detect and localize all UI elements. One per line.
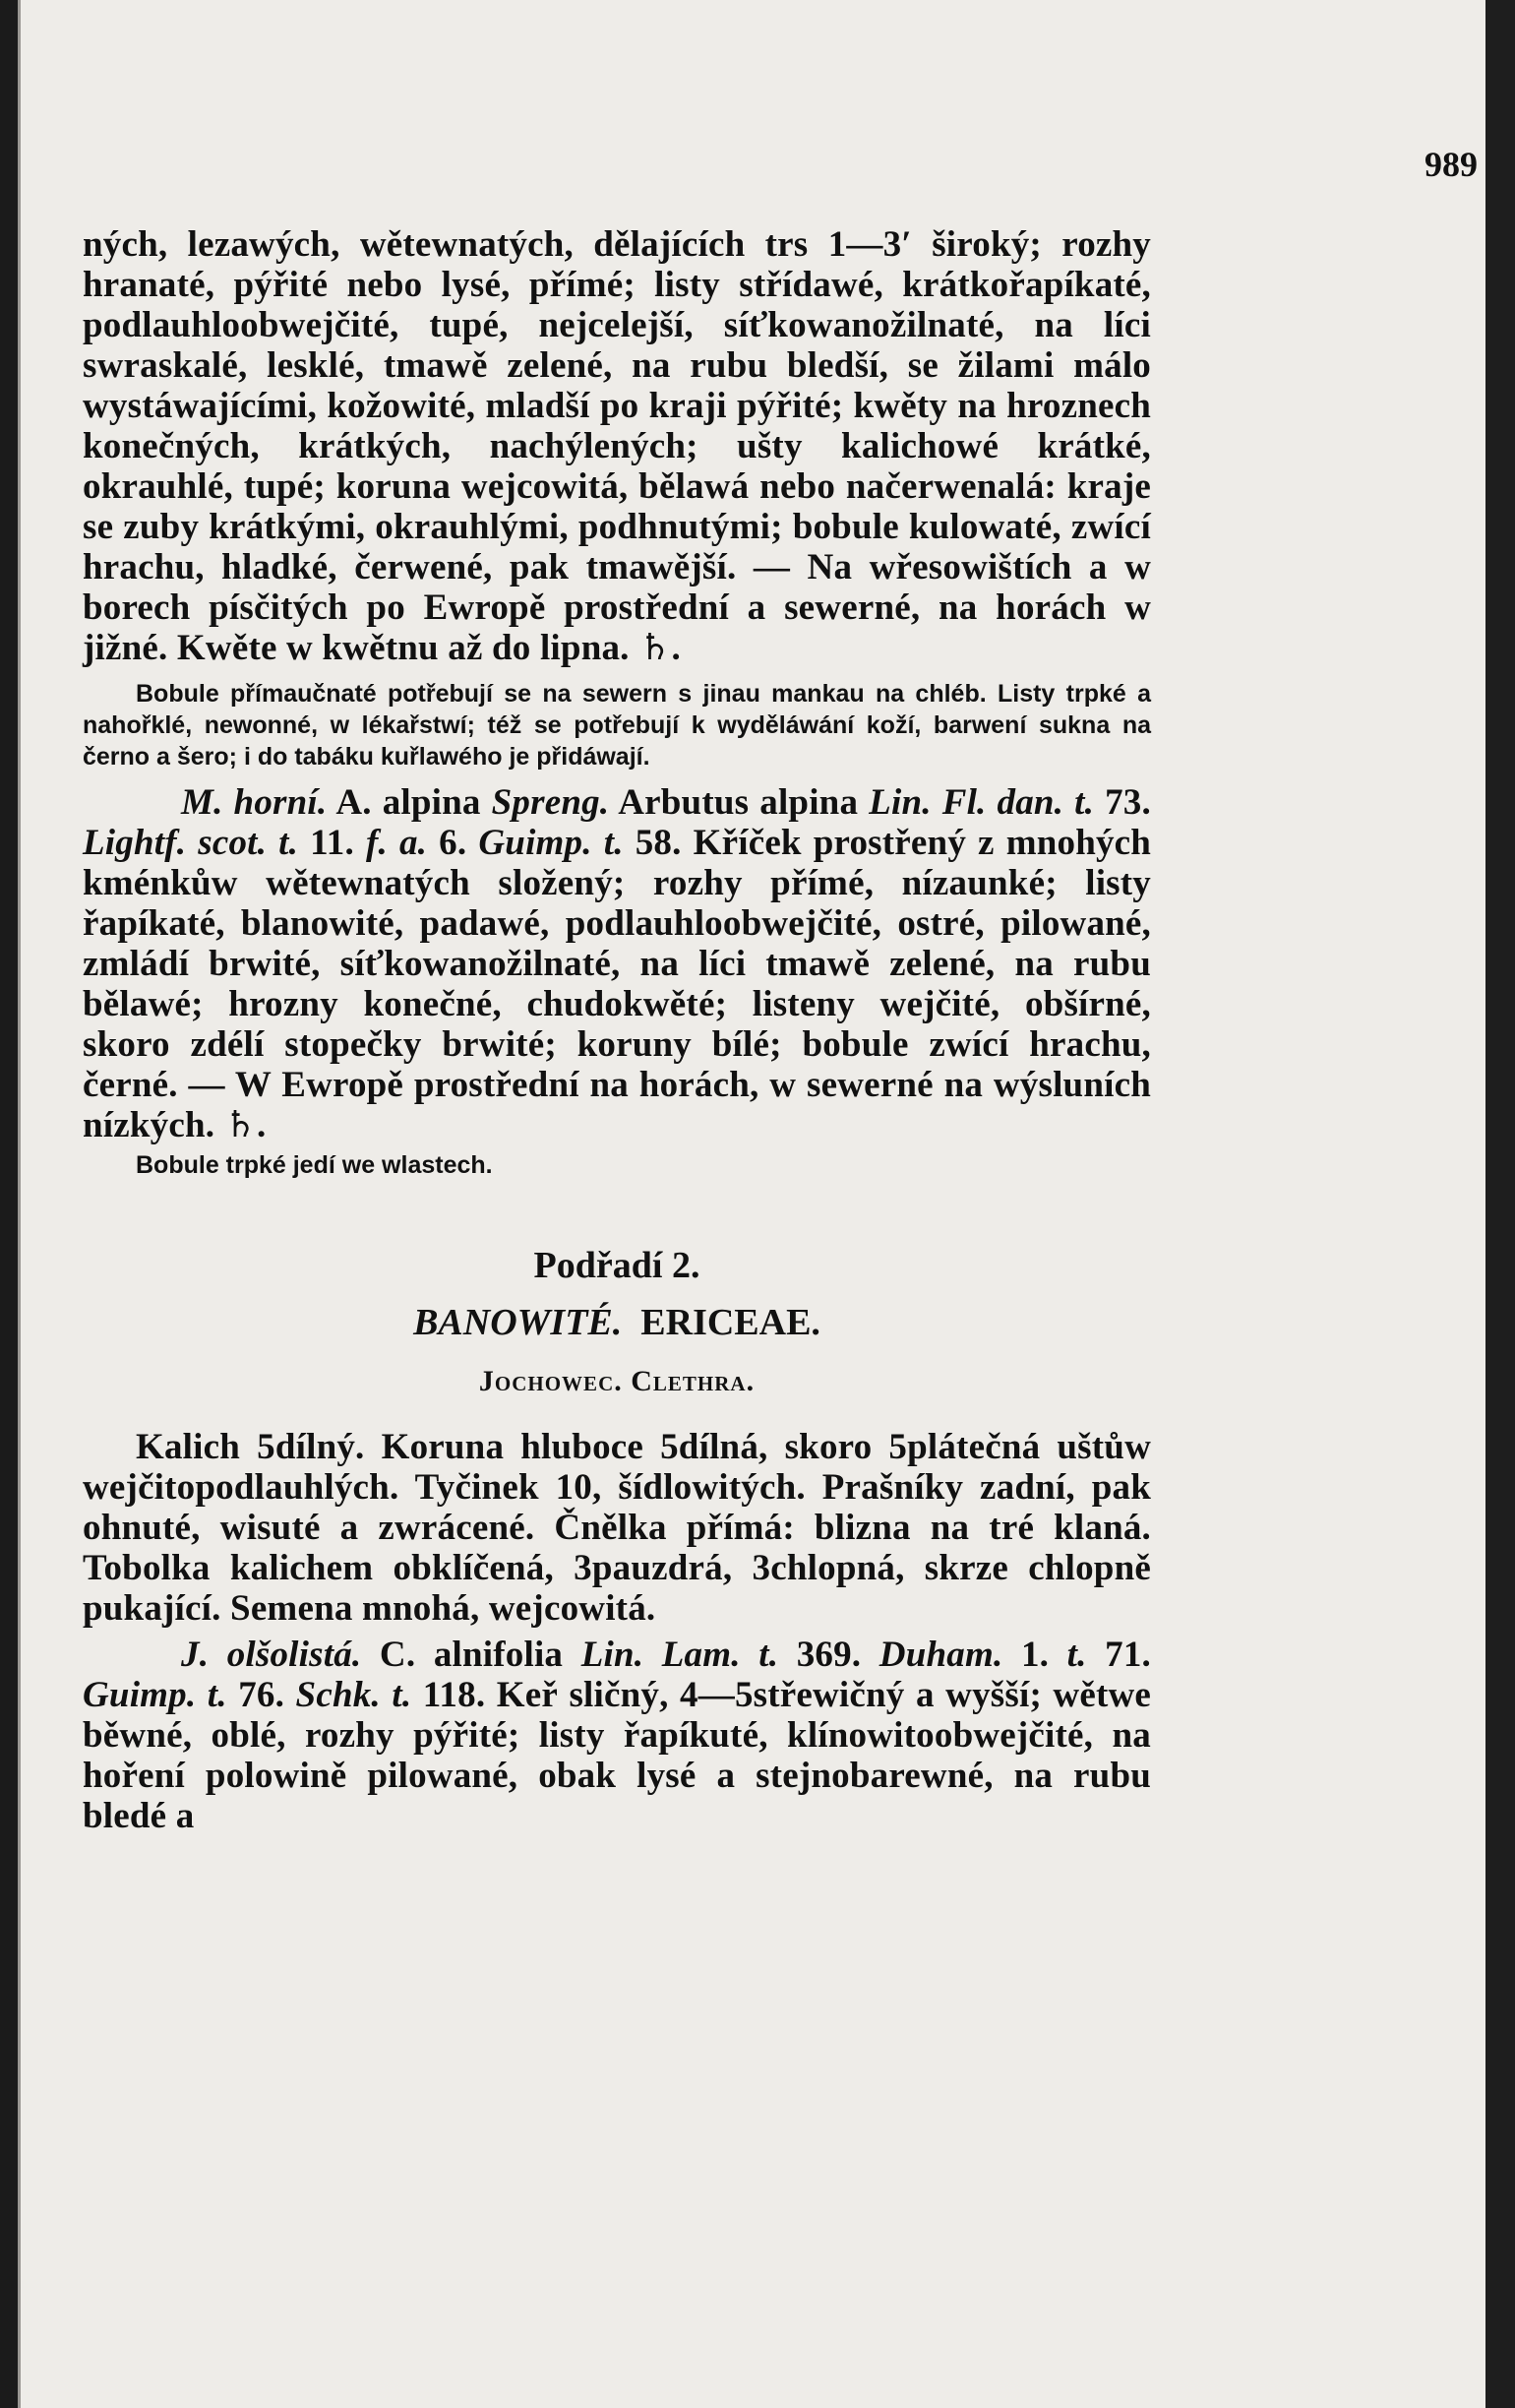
usage-note: Bobule trpké jedí we wlastech. bbox=[136, 1151, 493, 1179]
reference-number: 76. bbox=[238, 1675, 285, 1715]
page-edge bbox=[1485, 0, 1515, 2408]
reference-number: 6. bbox=[439, 823, 467, 863]
paragraph-description: ných, lezawých, wětewnatých, dělajících trs 1—3′ široký; rozhy hranaté, pýřité nebo lysé, přímé; listy střídawé, krátkořapíkaté, podlauhloobwejčité, tupé, nejcelejší, síťkowanožilnaté, na líci swraskalé, lesklé, tmawě zelené, na rubu bledší, se žilami málo wystáwajícími, kožowité, mladší po kraji pýřité; kwěty na hroznech konečných, krátkých, nachýlených; ušty kalichowé krátké, okrauhlé, tupé; koruna wejcowitá, bělawá nebo načerwenalá: kraje se zuby krátkými, okrauhlými, podhnutými; bobule kulowaté, zwící hrachu, hladké, čerwené, pak tmawější. — Na wřesowištích a w borech písčitých po Ewropě prostřední a sewerné, na horách w jižné. Kwěte w kwětnu až do lipna. ♄. bbox=[83, 224, 1151, 668]
reference-number: 73. bbox=[1105, 782, 1151, 823]
reference: Duham. bbox=[879, 1635, 1003, 1675]
species-description: Keř sličný, 4—5střewičný a wyšší; wětwe běwné, oblé, rozhy pýřité; listy řapíkuté, klínowitoobwejčité, na hoření polowině pilowané, obak lysé a stejnobarewné, na rubu bledé a bbox=[83, 1675, 1152, 1836]
species-paragraph-alpina bbox=[83, 782, 1151, 1145]
species-name: M. horní. bbox=[181, 782, 328, 823]
latin-name: A. alpina bbox=[335, 782, 481, 823]
species-description: Kříček prostřený z mnohých kménkůw wětewnatých složený; rozhy přímé, nízaunké; listy řapíkaté, blanowité, padawé, podlauhloobwejčité, ostré, pilowané, zmládí brwité, síťkowanožilnaté, na líci tmawě zelené, na rubu bělawé; hrozny konečné, chudokwěté; listeny wejčité, obšírné, skoro zdélí stopečky brwité; koruny bílé; bobule zwící hrachu, černé. — W Ewropě prostřední na horách, w sewerné na wýsluních nízkých. ♄. bbox=[83, 823, 1152, 1145]
reference: Schk. t. bbox=[295, 1675, 412, 1715]
page-spine bbox=[18, 0, 21, 2408]
reference-number: 11. bbox=[310, 823, 354, 863]
reference: Lightf. scot. t. bbox=[83, 823, 299, 863]
latin-name: C. alnifolia bbox=[379, 1635, 564, 1675]
reference: f. a. bbox=[365, 823, 428, 863]
page-number: 989 bbox=[1424, 145, 1478, 184]
species-paragraph-alnifolia bbox=[83, 1635, 1151, 1836]
reference: Spreng. bbox=[491, 782, 610, 823]
reference: Lin. Lam. t. bbox=[580, 1635, 779, 1675]
group-czech: BANOWITÉ. bbox=[413, 1302, 623, 1343]
species-name: J. olšolistá. bbox=[181, 1635, 362, 1675]
genus-description: Kalich 5dílný. Koruna hluboce 5dílná, skoro 5plátečná uštůw wejčitopodlauhlých. Tyčinek 10, šídlowitých. Prašníky zadní, pak ohnuté, wisuté a zwrácené. Čnělka přímá: blizna na tré klaná. Tobolka kalichem obklíčená, 3pauzdrá, 3chlopná, skrze chlopně pukající. Semena mnohá, wejcowitá. bbox=[83, 1427, 1151, 1629]
reference-number: 118. bbox=[422, 1675, 486, 1715]
reference: Guimp. t. bbox=[83, 1675, 227, 1715]
reference-number: 71. bbox=[1105, 1635, 1151, 1675]
group-heading bbox=[83, 1301, 1151, 1344]
reference: t. bbox=[1066, 1635, 1087, 1675]
reference-number: 369. bbox=[796, 1635, 862, 1675]
reference: Lin. Fl. dan. t. bbox=[869, 782, 1095, 823]
usage-note: Bobule přímaučnaté potřebují se na sewern s jinau mankau na chléb. Listy trpké a nahořklé, newonné, w lékařstwí; též se potřebují k wyděláwání koží, barwení sukna na černo a šero; i do tabáku kuřlawého je přidáwají. bbox=[83, 680, 1151, 771]
text-column bbox=[83, 224, 1151, 1836]
genus-heading: Jochowec. Clethra. bbox=[478, 1365, 756, 1397]
reference: Guimp. t. bbox=[478, 823, 624, 863]
synonym: Arbutus alpina bbox=[618, 782, 859, 823]
subclass-heading: Podřadí 2. bbox=[533, 1245, 700, 1286]
reference-number: 1. bbox=[1020, 1635, 1050, 1675]
group-latin: ERICEAE. bbox=[640, 1302, 820, 1343]
reference-number: 58. bbox=[635, 823, 682, 863]
